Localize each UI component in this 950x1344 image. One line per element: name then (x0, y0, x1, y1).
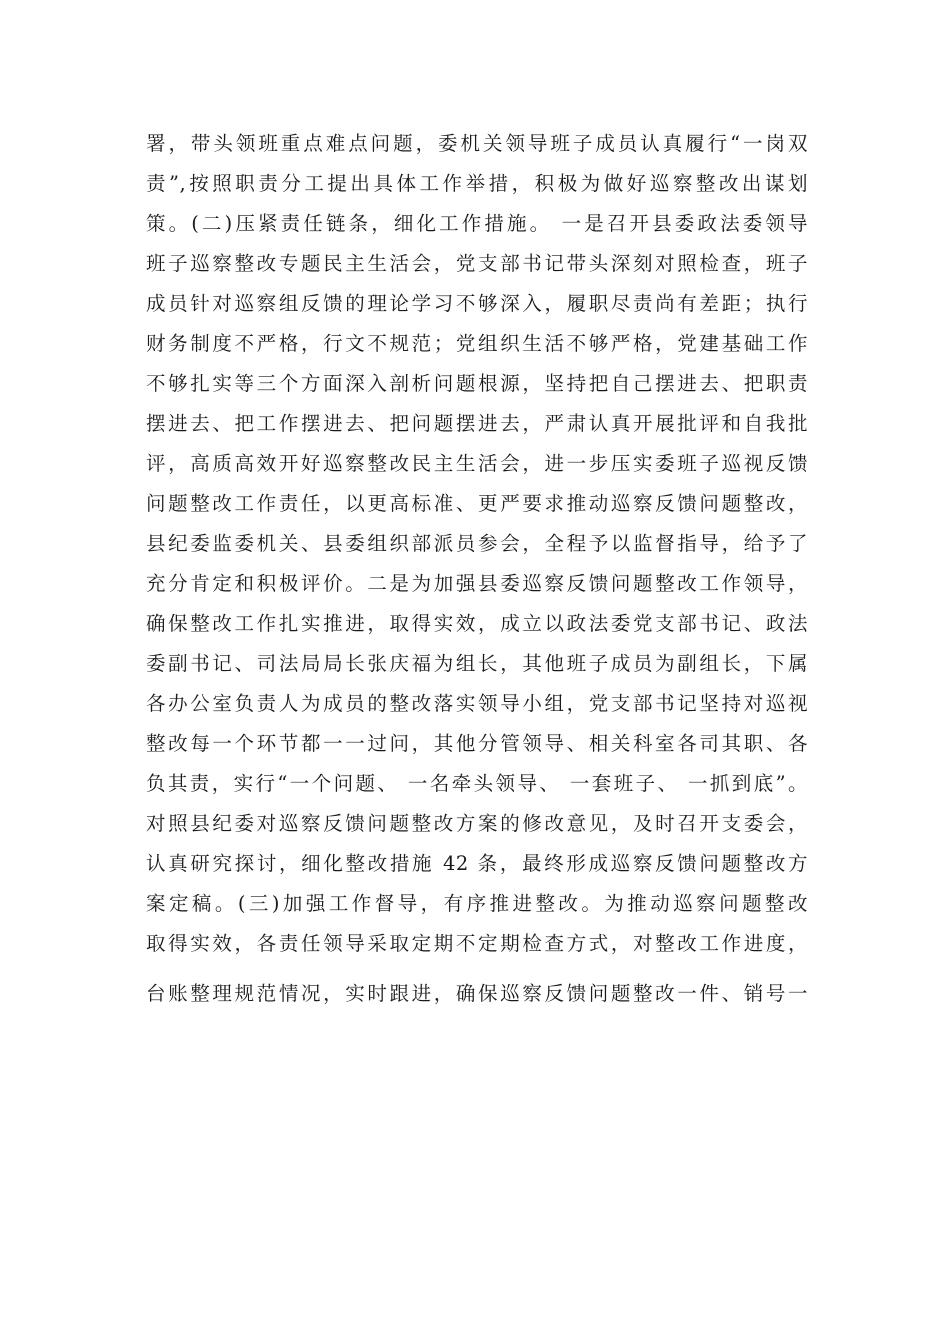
text-line-10: 问题整改工作责任，以更高标准、更严要求推动巡察反馈问题整改， (146, 492, 808, 515)
text-line-19: 认真研究探讨，细化整改措施 42 条，最终形成巡察反馈问题整改方 (146, 852, 808, 875)
body-text (146, 124, 808, 1014)
text-line-14: 委副书记、司法局局长张庆福为组长，其他班子成员为副组长，下属 (146, 652, 808, 675)
line-gap (146, 964, 808, 974)
text-line-7: 不够扎实等三个方面深入剖析问题根源，坚持把自己摆进去、把职责 (146, 372, 808, 395)
text-line-9: 评，高质高效开好巡察整改民主生活会，进一步压实委班子巡视反馈 (146, 452, 808, 475)
text-line-8: 摆进去、把工作摆进去、把问题摆进去，严肃认真开展批评和自我批 (146, 412, 808, 435)
text-line-16: 整改每一个环节都一一过问，其他分管领导、相关科室各司其职、各 (146, 732, 808, 755)
text-line-22: 台账整理规范情况，实时跟进，确保巡察反馈问题整改一件、销号一 (146, 982, 808, 1005)
text-line-3: 策。(二)压紧责任链条，细化工作措施。 一是召开县委政法委领导 (146, 212, 808, 235)
text-line-1: 署，带头领班重点难点问题，委机关领导班子成员认真履行“一岗双 (146, 132, 808, 155)
text-line-15: 各办公室负责人为成员的整改落实领导小组，党支部书记坚持对巡视 (146, 692, 808, 715)
text-line-18: 对照县纪委对巡察反馈问题整改方案的修改意见，及时召开支委会， (146, 812, 808, 835)
text-line-4: 班子巡察整改专题民主生活会，党支部书记带头深刻对照检查，班子 (146, 252, 808, 275)
text-line-13: 确保整改工作扎实推进，取得实效，成立以政法委党支部书记、政法 (146, 612, 808, 635)
text-line-20: 案定稿。(三)加强工作督导，有序推进整改。为推动巡察问题整改 (146, 892, 808, 915)
text-line-11: 县纪委监委机关、县委组织部派员参会，全程予以监督指导，给予了 (146, 532, 808, 555)
text-line-17: 负其责，实行“一个问题、 一名牵头领导、 一套班子、 一抓到底”。 (146, 772, 808, 795)
text-line-6: 财务制度不严格，行文不规范；党组织生活不够严格，党建基础工作 (146, 332, 808, 355)
text-line-21: 取得实效，各责任领导采取定期不定期检查方式，对整改工作进度， (146, 932, 808, 955)
text-line-2: 责”,按照职责分工提出具体工作举措，积极为做好巡察整改出谋划 (146, 172, 808, 195)
text-line-5: 成员针对巡察组反馈的理论学习不够深入，履职尽责尚有差距；执行 (146, 292, 808, 315)
text-line-12: 充分肯定和积极评价。二是为加强县委巡察反馈问题整改工作领导， (146, 572, 808, 595)
